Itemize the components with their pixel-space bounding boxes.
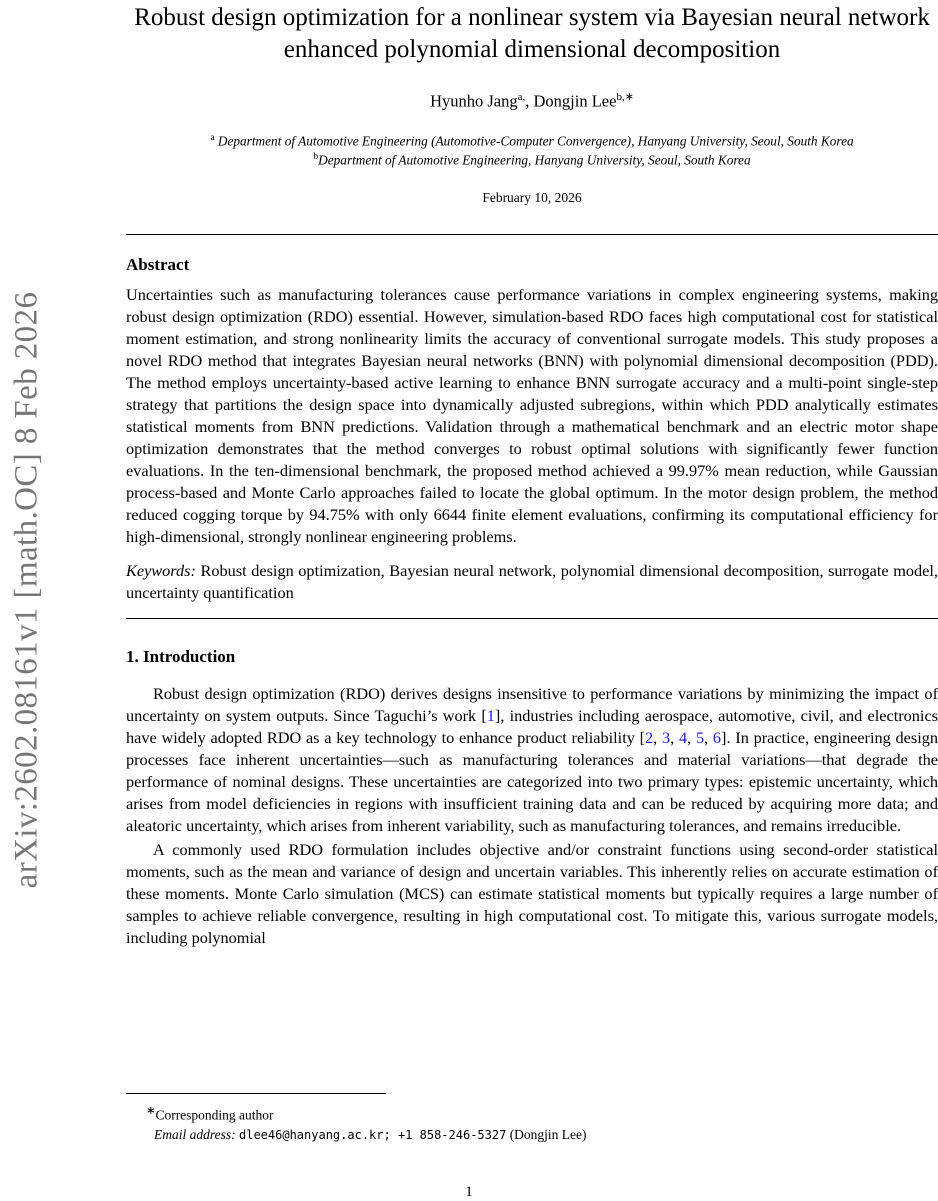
affiliation-mark: a [210,132,215,143]
footnote-mark: ∗ [146,1105,156,1117]
citation-link[interactable]: 3 [662,728,671,748]
paragraph-text: ], industries including aerospace, automotive, civil, and electronics have widely adopted RDO as a key technology to enhance product reliability [ [126,706,938,748]
abstract-text: Uncertainties such as manufacturing tolerances cause performance variations in complex engineering systems, making robust design optimization (RDO) essential. However, simulation-based RDO faces high computational cost for statistical moment estimation, and strong nonlinearity limits the accuracy of conventional surrogate models. This study proposes a novel RDO method that integrates Bayesian neural networks (BNN) with polynomial dimensional decomposition (PDD). The method employs uncertainty-based active learning to enhance BNN surrogate accuracy and a multi-point single-step strategy that partitions the design space into dynamically adjusted subregions, within which PDD analytically estimates statistical moments from BNN predictions. Validation through a mathematical benchmark and an electric motor shape optimization demonstrates that the method converges to robust optimal solutions with significantly fewer function evaluations. In the ten-dimensional benchmark, the proposed method achieved a 99.97% mean reduction, while Gaussian process-based and Monte Carlo approaches failed to locate the global optimum. In the motor design problem, the method reduced cogging torque by 94.75% with only 6644 finite element evaluations, confirming its computational efficiency for high-dimensional, strongly nonlinear engineering problems. [126,285,938,547]
paragraph-text: Robust design optimization (RDO) derives designs insensitive to performance variations by minimizing the impact of uncertainty on system outputs. Since Taguchi’s work [ [126,684,938,726]
abstract-top-divider [126,234,938,235]
paper-body [126,0,938,949]
keywords-label: Keywords: [126,561,196,581]
author-name: Dongjin Lee [533,91,617,111]
introduction-paragraph: A commonly used RDO formulation includes objective and/or constraint functions using second-order statistical moments, such as the mean and variance of design and uncertain variables. This inherently relies on accurate estimation of these moments. Monte Carlo simulation (MCS) can estimate statistical moments but typically requires a large number of samples to achieve reliable convergence, resulting in high computational cost. To mitigate this, various surrogate models, including polynomial [126,840,938,948]
abstract-bottom-divider [126,618,938,619]
keywords-line [126,560,938,604]
author-name: Hyunho Jang [430,91,518,111]
affiliation-mark: b [313,151,319,162]
citation-link[interactable]: 5 [695,728,705,748]
email-owner: (Dongjin Lee) [506,1126,587,1142]
paragraph-text: ]. In practice, engineering design processes face inherent uncertainties—such as manufacturing tolerances and material variations—that degrade the performance of nominal designs. These uncertainties are categorized into two primary types: epistemic uncertainty, which arises from model deficiencies in regions with insufficient training data and can be reduced by acquiring more data; and aleatoric uncertainty, which arises from inherent variability, such as manufacturing tolerances, and remains irreducible. [126,728,938,836]
author-separator: , [525,91,534,111]
paper-title: Robust design optimization for a nonlinear system via Bayesian neural network enhanced polynomial dimensional decomposition [134,4,930,63]
citation-link[interactable]: 1 [486,706,495,726]
footnote-divider [126,1093,386,1094]
footnote-corresponding [146,1102,587,1125]
arxiv-identifier-text: arXiv:2602.08161v1 [math.OC] 8 Feb 2026 [8,291,45,889]
author-affiliation-mark: a, [517,91,526,103]
citation-link[interactable]: 4 [678,728,688,748]
arxiv-identifier-stamp [0,240,54,940]
affiliation-a [126,130,938,149]
affiliation-text: Department of Automotive Engineering (Automotive-Computer Convergence), Hanyang University, Seoul, South Korea [214,132,854,148]
introduction-paragraph: Robust design optimization (RDO) derives designs insensitive to performance variations by minimizing the impact of uncertainty on system outputs. Since Taguchi’s work [1], industries including aerospace, automotive, civil, and electronics have widely adopted RDO as a key technology to enhance product reliability [2, 3, 4, 5, 6]. In practice, engineering design processes face inherent uncertainties—such as manufacturing tolerances and material variations—that degrade the performance of nominal designs. These uncertainties are categorized into two primary types: epistemic uncertainty, which arises from model deficiencies in regions with insufficient training data and can be reduced by acquiring more data; and aleatoric uncertainty, which arises from inherent variability, such as manufacturing tolerances, and remains irreducible. [126,684,938,836]
footnote-block [146,1102,587,1145]
section-heading-introduction: 1. Introduction [126,647,236,667]
email-label: Email address: [154,1126,236,1142]
footnote-text: Corresponding author [155,1107,274,1123]
keywords-text: Robust design optimization, Bayesian neural network, polynomial dimensional decomposition, surrogate model, uncertainty quantification [126,561,938,603]
citation-link[interactable]: 6 [712,728,722,748]
abstract-heading: Abstract [126,255,190,275]
paper-date: February 10, 2026 [482,190,582,206]
affiliation-text: Department of Automotive Engineering, Hanyang University, Seoul, South Korea [318,152,751,168]
author-affiliation-mark: b,∗ [616,91,634,103]
author-line [126,90,938,112]
affiliation-b [126,149,938,168]
email-address[interactable]: dlee46@hanyang.ac.kr; +1 858-246-5327 [239,1127,507,1142]
citation-link[interactable]: 2 [645,728,654,748]
footnote-email [146,1125,587,1145]
page-number: 1 [465,1184,473,1200]
